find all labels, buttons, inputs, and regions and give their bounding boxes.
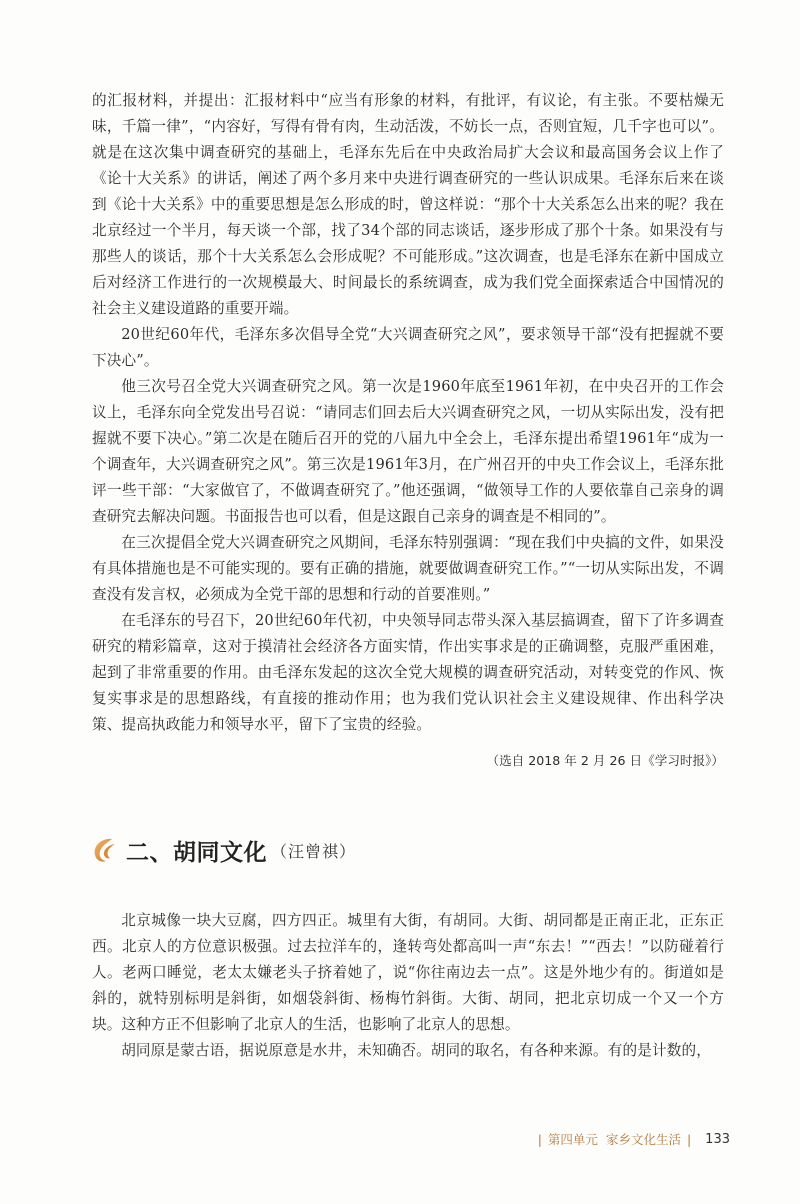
paragraph-3: 他三次号召全党大兴调查研究之风。第一次是1960年底至1961年初，在中央召开的工作会议上，毛泽东向全党发出号召说：“请同志们回去后大兴调查研究之风，一切从实际出发，没有把握就不要下决心。”第二次是在随后召开的党的八届九中全会上，毛泽东提出希望1961年“成为一个调查年，大兴调查研究之风”。第三次是1961年3月，在广州召开的中央工作会议上，毛泽东批评一些干部：“大家做官了，不做调查研究了。”他还强调，“做领导工作的人要依靠自己亲身的调查研究去解决问题。书面报告也可以看，但是这跟自己亲身的调查是不相同的”。 <box>92 378 724 525</box>
article-body-text <box>92 908 724 1064</box>
section-title: 二、胡同文化 <box>126 839 267 866</box>
swirl-emblem-icon <box>90 835 120 865</box>
section-heading <box>90 830 356 870</box>
paragraph-4: 在三次提倡全党大兴调查研究之风期间，毛泽东特别强调：“现在我们中央搞的文件，如果没有具体措施也是不可能实现的。要有正确的措施，就要做调查研究工作。”“一切从实际出发，不调查没有发言权，必须成为全党干部的思想和行动的首要准则。” <box>92 534 724 603</box>
source-citation: （选自 2018 年 2 月 26 日《学习时报》） <box>486 753 724 768</box>
footer-divider-left: | <box>537 1131 542 1147</box>
body-paragraph-1: 北京城像一块大豆腐，四方四正。城里有大街，有胡同。大街、胡同都是正南正北，正东正西。北京人的方位意识极强。过去拉洋车的，逢转弯处都高叫一声“东去！”“西去！”以防碰着行人。老两口睡觉，老太太嫌老头子挤着她了，说“你往南边去一点”。这是外地少有的。街道如是斜的，就特别标明是斜街，如烟袋斜街、杨梅竹斜街。大街、胡同，把北京切成一个又一个方块。这种方正不但影响了北京人的生活，也影响了北京人的思想。 <box>92 912 724 1033</box>
page-footer <box>500 1129 730 1149</box>
section-author: （汪曾祺） <box>271 841 357 861</box>
article-top-text <box>92 88 724 738</box>
footer-theme: 家乡文化生活 <box>605 1132 681 1147</box>
footer-unit: 第四单元 <box>547 1132 598 1147</box>
paragraph-2: 20世纪60年代，毛泽东多次倡导全党“大兴调查研究之风”，要求领导干部“没有把握就不要下决心”。 <box>92 326 724 369</box>
paragraph-1: 的汇报材料，并提出：汇报材料中“应当有形象的材料，有批评，有议论，有主张。不要枯燥无味，千篇一律”，“内容好，写得有骨有肉，生动活泼，不妨长一点，否则宜短，几千字也可以”。就是在这次集中调查研究的基础上，毛泽东先后在中央政治局扩大会议和最高国务会议上作了《论十大关系》的讲话，阐述了两个多月来中央进行调查研究的一些认识成果。毛泽东后来在谈到《论十大关系》中的重要思想是怎么形成的时，曾这样说：“那个十大关系怎么出来的呢？我在北京经过一个半月，每天谈一个部，找了34个部的同志谈话，逐步形成了那个十条。如果没有与那些人的谈话，那个十大关系怎么会形成呢？不可能形成。”这次调查，也是毛泽东在新中国成立后对经济工作进行的一次规模最大、时间最长的系统调查，成为我们党全面探索适合中国情况的社会主义建设道路的重要开端。 <box>92 92 724 317</box>
paragraph-5: 在毛泽东的号召下，20世纪60年代初，中央领导同志带头深入基层搞调查，留下了许多调查研究的精彩篇章，这对于摸清社会经济各方面实情，作出实事求是的正确调整，克服严重困难，起到了非常重要的作用。由毛泽东发起的这次全党大规模的调查研究活动，对转变党的作风、恢复实事求是的思想路线，有直接的推动作用；也为我们党认识社会主义建设规律、作出科学决策、提高执政能力和领导水平，留下了宝贵的经验。 <box>92 612 724 733</box>
body-paragraph-2: 胡同原是蒙古语，据说原意是水井，未知确否。胡同的取名，有各种来源。有的是计数的， <box>121 1042 711 1059</box>
footer-divider-right: | <box>686 1131 692 1147</box>
page-number: 133 <box>705 1131 730 1147</box>
